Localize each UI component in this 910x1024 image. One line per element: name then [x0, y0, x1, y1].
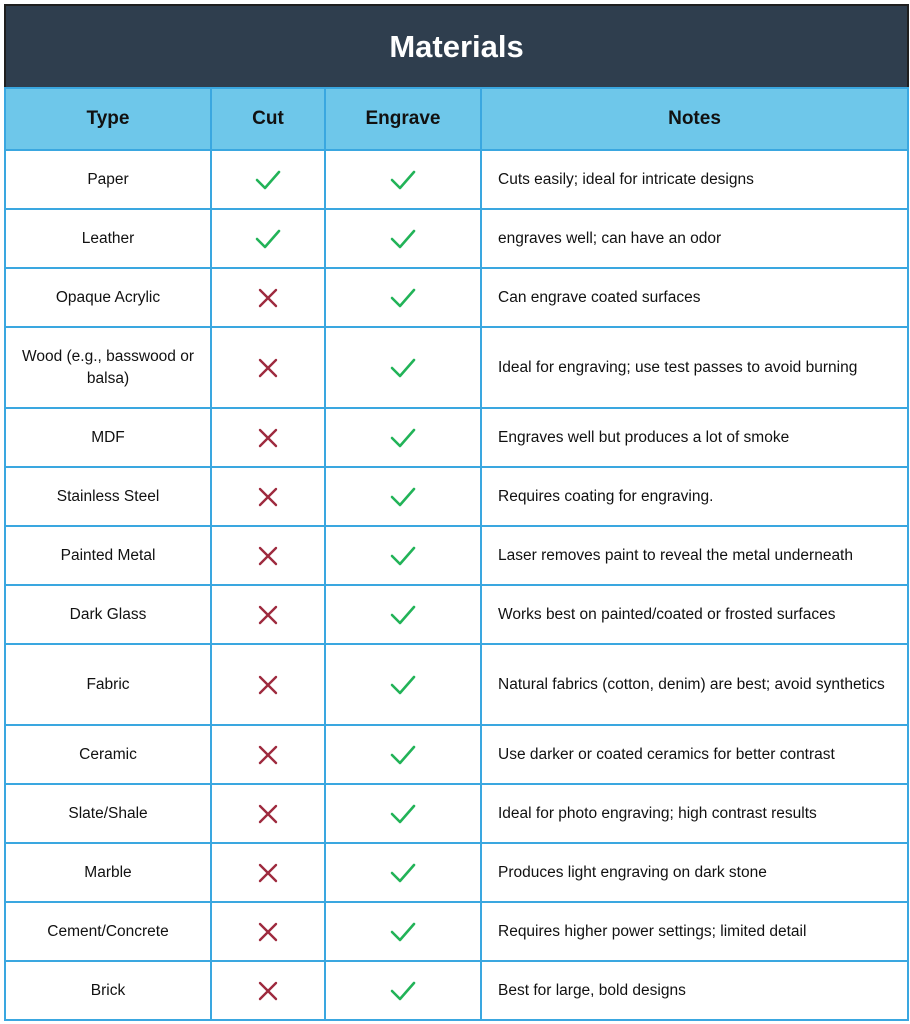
- header-cut: Cut: [211, 88, 325, 150]
- cut-cell: [211, 843, 325, 902]
- material-type: Slate/Shale: [5, 784, 211, 843]
- cross-icon: [257, 982, 279, 999]
- check-icon: [390, 359, 416, 376]
- table-row: [5, 585, 908, 644]
- cross-icon: [257, 606, 279, 623]
- cut-cell: [211, 902, 325, 961]
- check-icon: [390, 429, 416, 446]
- table-row: [5, 408, 908, 467]
- check-icon: [390, 289, 416, 306]
- engrave-cell: [325, 902, 481, 961]
- material-notes: Natural fabrics (cotton, denim) are best; avoid synthetics: [481, 644, 908, 725]
- check-icon: [390, 676, 416, 693]
- cross-icon: [257, 488, 279, 505]
- cut-cell: [211, 150, 325, 209]
- engrave-cell: [325, 961, 481, 1020]
- table-title: Materials: [5, 5, 908, 88]
- material-notes: Use darker or coated ceramics for better contrast: [481, 725, 908, 784]
- material-type: Leather: [5, 209, 211, 268]
- check-icon: [255, 230, 281, 247]
- engrave-cell: [325, 644, 481, 725]
- material-notes: Laser removes paint to reveal the metal underneath: [481, 526, 908, 585]
- material-notes: Engraves well but produces a lot of smoke: [481, 408, 908, 467]
- check-icon: [390, 547, 416, 564]
- material-notes: engraves well; can have an odor: [481, 209, 908, 268]
- engrave-cell: [325, 327, 481, 408]
- engrave-cell: [325, 150, 481, 209]
- cross-icon: [257, 676, 279, 693]
- table-row: [5, 784, 908, 843]
- material-type: Dark Glass: [5, 585, 211, 644]
- material-type: Brick: [5, 961, 211, 1020]
- engrave-cell: [325, 526, 481, 585]
- cross-icon: [257, 547, 279, 564]
- cut-cell: [211, 408, 325, 467]
- material-notes: Requires coating for engraving.: [481, 467, 908, 526]
- engrave-cell: [325, 784, 481, 843]
- table-row: [5, 526, 908, 585]
- material-notes: Can engrave coated surfaces: [481, 268, 908, 327]
- material-type: Ceramic: [5, 725, 211, 784]
- check-icon: [390, 606, 416, 623]
- cut-cell: [211, 961, 325, 1020]
- engrave-cell: [325, 843, 481, 902]
- cross-icon: [257, 289, 279, 306]
- material-type: Paper: [5, 150, 211, 209]
- material-notes: Ideal for photo engraving; high contrast results: [481, 784, 908, 843]
- check-icon: [390, 488, 416, 505]
- cross-icon: [257, 923, 279, 940]
- engrave-cell: [325, 268, 481, 327]
- material-notes: Best for large, bold designs: [481, 961, 908, 1020]
- material-type: Wood (e.g., basswood or balsa): [5, 327, 211, 408]
- material-notes: Cuts easily; ideal for intricate designs: [481, 150, 908, 209]
- materials-table: [4, 4, 909, 1021]
- cross-icon: [257, 864, 279, 881]
- cross-icon: [257, 429, 279, 446]
- cross-icon: [257, 359, 279, 376]
- table-row: [5, 725, 908, 784]
- material-type: Marble: [5, 843, 211, 902]
- table-row: [5, 902, 908, 961]
- engrave-cell: [325, 408, 481, 467]
- engrave-cell: [325, 725, 481, 784]
- cross-icon: [257, 746, 279, 763]
- header-engrave: Engrave: [325, 88, 481, 150]
- check-icon: [390, 982, 416, 999]
- header-type: Type: [5, 88, 211, 150]
- cut-cell: [211, 644, 325, 725]
- table-row: [5, 644, 908, 725]
- material-notes: Ideal for engraving; use test passes to avoid burning: [481, 327, 908, 408]
- material-notes: Produces light engraving on dark stone: [481, 843, 908, 902]
- check-icon: [390, 864, 416, 881]
- cut-cell: [211, 725, 325, 784]
- table-row: [5, 268, 908, 327]
- check-icon: [390, 746, 416, 763]
- material-notes: Works best on painted/coated or frosted surfaces: [481, 585, 908, 644]
- material-type: Fabric: [5, 644, 211, 725]
- material-type: Painted Metal: [5, 526, 211, 585]
- table-row: [5, 843, 908, 902]
- engrave-cell: [325, 467, 481, 526]
- material-type: Stainless Steel: [5, 467, 211, 526]
- engrave-cell: [325, 585, 481, 644]
- table-row: [5, 209, 908, 268]
- cut-cell: [211, 784, 325, 843]
- table-row: [5, 150, 908, 209]
- cut-cell: [211, 585, 325, 644]
- table-row: [5, 961, 908, 1020]
- material-type: MDF: [5, 408, 211, 467]
- check-icon: [390, 230, 416, 247]
- cut-cell: [211, 526, 325, 585]
- cut-cell: [211, 467, 325, 526]
- material-type: Cement/Concrete: [5, 902, 211, 961]
- check-icon: [390, 805, 416, 822]
- check-icon: [390, 923, 416, 940]
- material-notes: Requires higher power settings; limited detail: [481, 902, 908, 961]
- cut-cell: [211, 209, 325, 268]
- table-body: [5, 150, 908, 1020]
- cut-cell: [211, 327, 325, 408]
- table-row: [5, 327, 908, 408]
- cut-cell: [211, 268, 325, 327]
- check-icon: [390, 171, 416, 188]
- engrave-cell: [325, 209, 481, 268]
- table-row: [5, 467, 908, 526]
- material-type: Opaque Acrylic: [5, 268, 211, 327]
- check-icon: [255, 171, 281, 188]
- header-notes: Notes: [481, 88, 908, 150]
- cross-icon: [257, 805, 279, 822]
